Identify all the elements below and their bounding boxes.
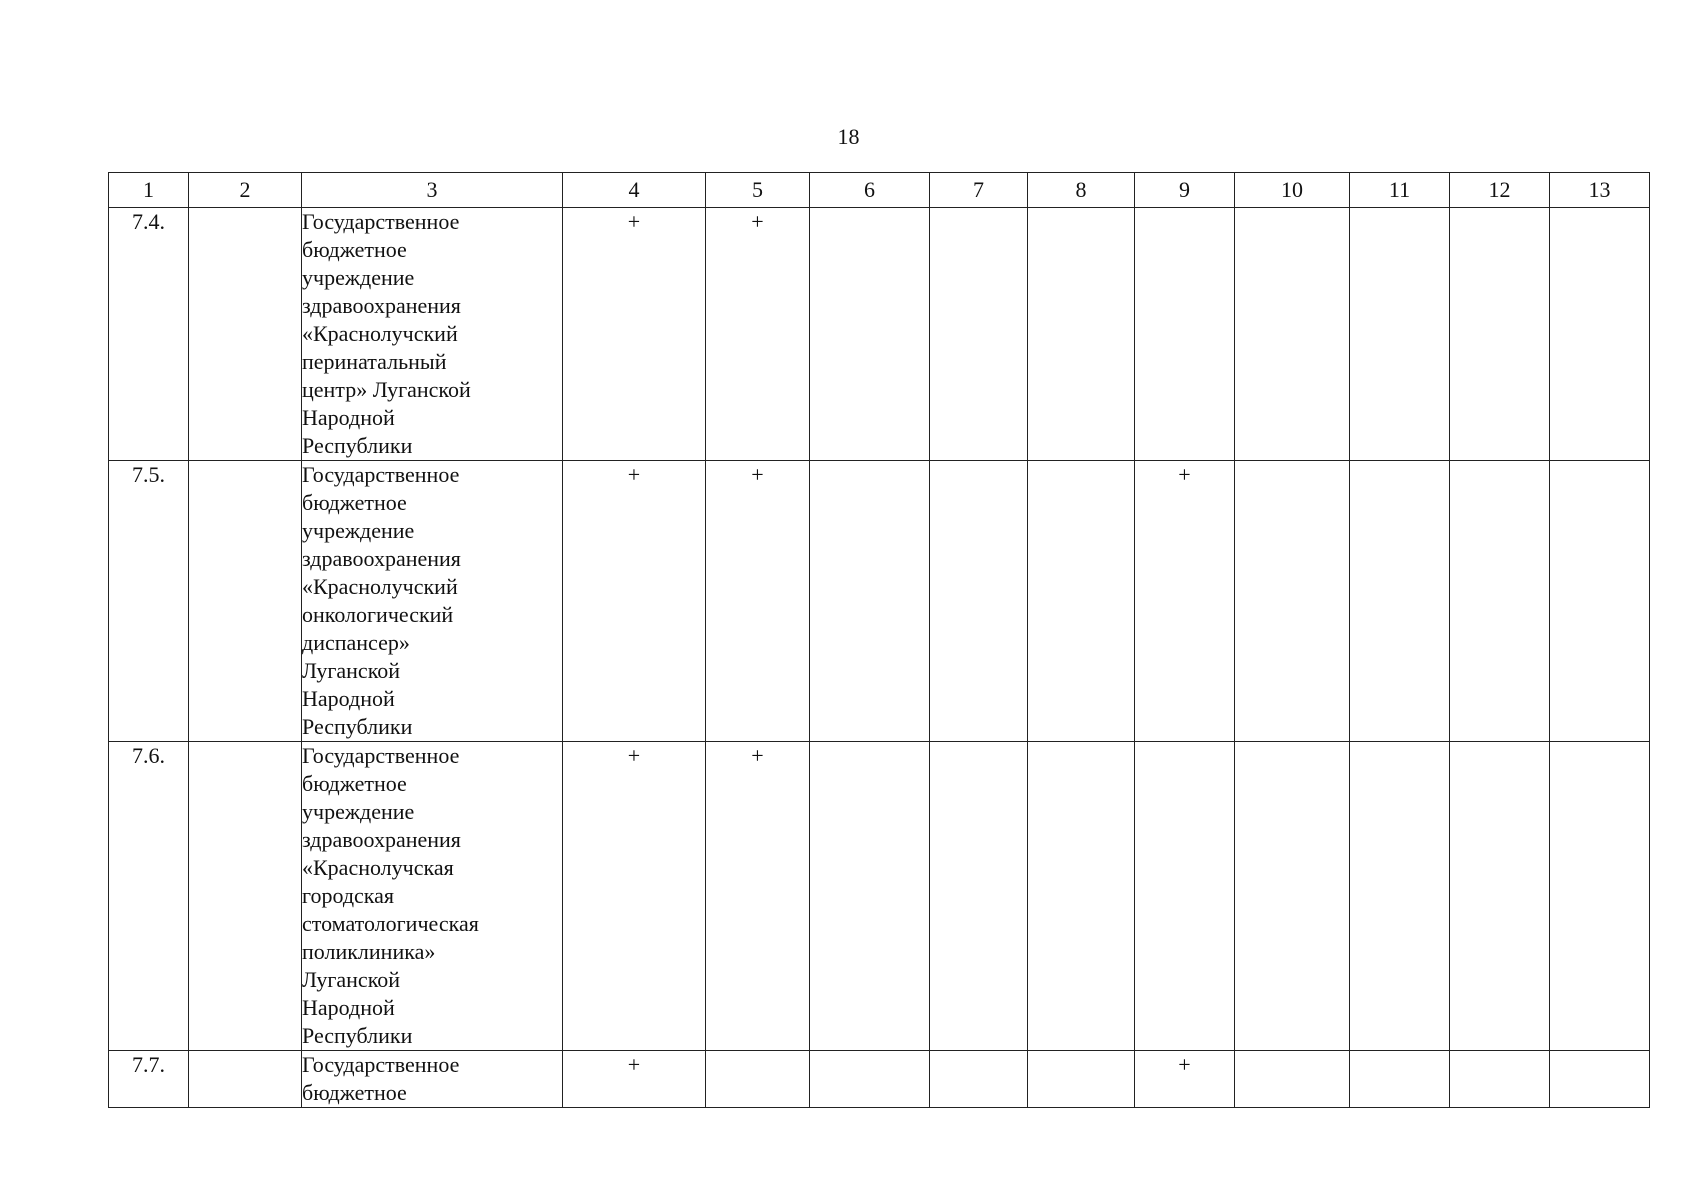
mark-col-7 bbox=[930, 208, 1028, 461]
mark-col-8 bbox=[1028, 742, 1135, 1051]
mark-col-8 bbox=[1028, 1051, 1135, 1108]
mark-col-4: + bbox=[563, 742, 706, 1051]
header-row bbox=[109, 173, 1650, 208]
column-header-5: 5 bbox=[706, 173, 810, 208]
row-number: 7.5. bbox=[109, 461, 189, 742]
mark-col-5 bbox=[706, 1051, 810, 1108]
institution-name: Государственное бюджетное bbox=[302, 1051, 563, 1108]
mark-col-10 bbox=[1235, 208, 1350, 461]
mark-col-6 bbox=[810, 461, 930, 742]
column-header-2: 2 bbox=[189, 173, 302, 208]
mark-col-12 bbox=[1450, 208, 1550, 461]
table-body bbox=[109, 208, 1650, 1108]
mark-col-7 bbox=[930, 742, 1028, 1051]
mark-col-10 bbox=[1235, 1051, 1350, 1108]
row-number: 7.6. bbox=[109, 742, 189, 1051]
table-row bbox=[109, 742, 1650, 1051]
column-header-4: 4 bbox=[563, 173, 706, 208]
table-row bbox=[109, 208, 1650, 461]
mark-col-5: + bbox=[706, 208, 810, 461]
mark-col-9: + bbox=[1135, 1051, 1235, 1108]
row-number: 7.4. bbox=[109, 208, 189, 461]
registry-table bbox=[108, 172, 1650, 1108]
mark-col-6 bbox=[810, 1051, 930, 1108]
institution-name: Государственное бюджетное учреждение здравоохранения «Краснолучская городская стоматологическая поликлиника» Луганской Народной Республики bbox=[302, 742, 563, 1051]
column-header-7: 7 bbox=[930, 173, 1028, 208]
mark-col-12 bbox=[1450, 742, 1550, 1051]
row-code bbox=[189, 742, 302, 1051]
table-row bbox=[109, 461, 1650, 742]
institution-name: Государственное бюджетное учреждение здравоохранения «Краснолучский перинатальный центр» Луганской Народной Республики bbox=[302, 208, 563, 461]
mark-col-11 bbox=[1350, 1051, 1450, 1108]
column-header-8: 8 bbox=[1028, 173, 1135, 208]
mark-col-11 bbox=[1350, 461, 1450, 742]
mark-col-8 bbox=[1028, 208, 1135, 461]
table-header bbox=[109, 173, 1650, 208]
mark-col-11 bbox=[1350, 742, 1450, 1051]
mark-col-5: + bbox=[706, 742, 810, 1051]
mark-col-12 bbox=[1450, 461, 1550, 742]
mark-col-4: + bbox=[563, 1051, 706, 1108]
mark-col-7 bbox=[930, 461, 1028, 742]
column-header-6: 6 bbox=[810, 173, 930, 208]
mark-col-4: + bbox=[563, 208, 706, 461]
column-header-10: 10 bbox=[1235, 173, 1350, 208]
institution-name: Государственное бюджетное учреждение здравоохранения «Краснолучский онкологический диспансер» Луганской Народной Республики bbox=[302, 461, 563, 742]
row-code bbox=[189, 1051, 302, 1108]
mark-col-11 bbox=[1350, 208, 1450, 461]
row-code bbox=[189, 461, 302, 742]
column-header-1: 1 bbox=[109, 173, 189, 208]
column-header-13: 13 bbox=[1550, 173, 1650, 208]
mark-col-12 bbox=[1450, 1051, 1550, 1108]
mark-col-13 bbox=[1550, 461, 1650, 742]
mark-col-13 bbox=[1550, 208, 1650, 461]
row-code bbox=[189, 208, 302, 461]
mark-col-13 bbox=[1550, 742, 1650, 1051]
column-header-11: 11 bbox=[1350, 173, 1450, 208]
table-row bbox=[109, 1051, 1650, 1108]
column-header-3: 3 bbox=[302, 173, 563, 208]
mark-col-7 bbox=[930, 1051, 1028, 1108]
mark-col-9 bbox=[1135, 742, 1235, 1051]
mark-col-9 bbox=[1135, 208, 1235, 461]
mark-col-8 bbox=[1028, 461, 1135, 742]
row-number: 7.7. bbox=[109, 1051, 189, 1108]
mark-col-10 bbox=[1235, 742, 1350, 1051]
column-header-12: 12 bbox=[1450, 173, 1550, 208]
mark-col-13 bbox=[1550, 1051, 1650, 1108]
page-number: 18 bbox=[837, 124, 860, 149]
mark-col-6 bbox=[810, 742, 930, 1051]
mark-col-10 bbox=[1235, 461, 1350, 742]
mark-col-4: + bbox=[563, 461, 706, 742]
mark-col-5: + bbox=[706, 461, 810, 742]
mark-col-9: + bbox=[1135, 461, 1235, 742]
mark-col-6 bbox=[810, 208, 930, 461]
column-header-9: 9 bbox=[1135, 173, 1235, 208]
